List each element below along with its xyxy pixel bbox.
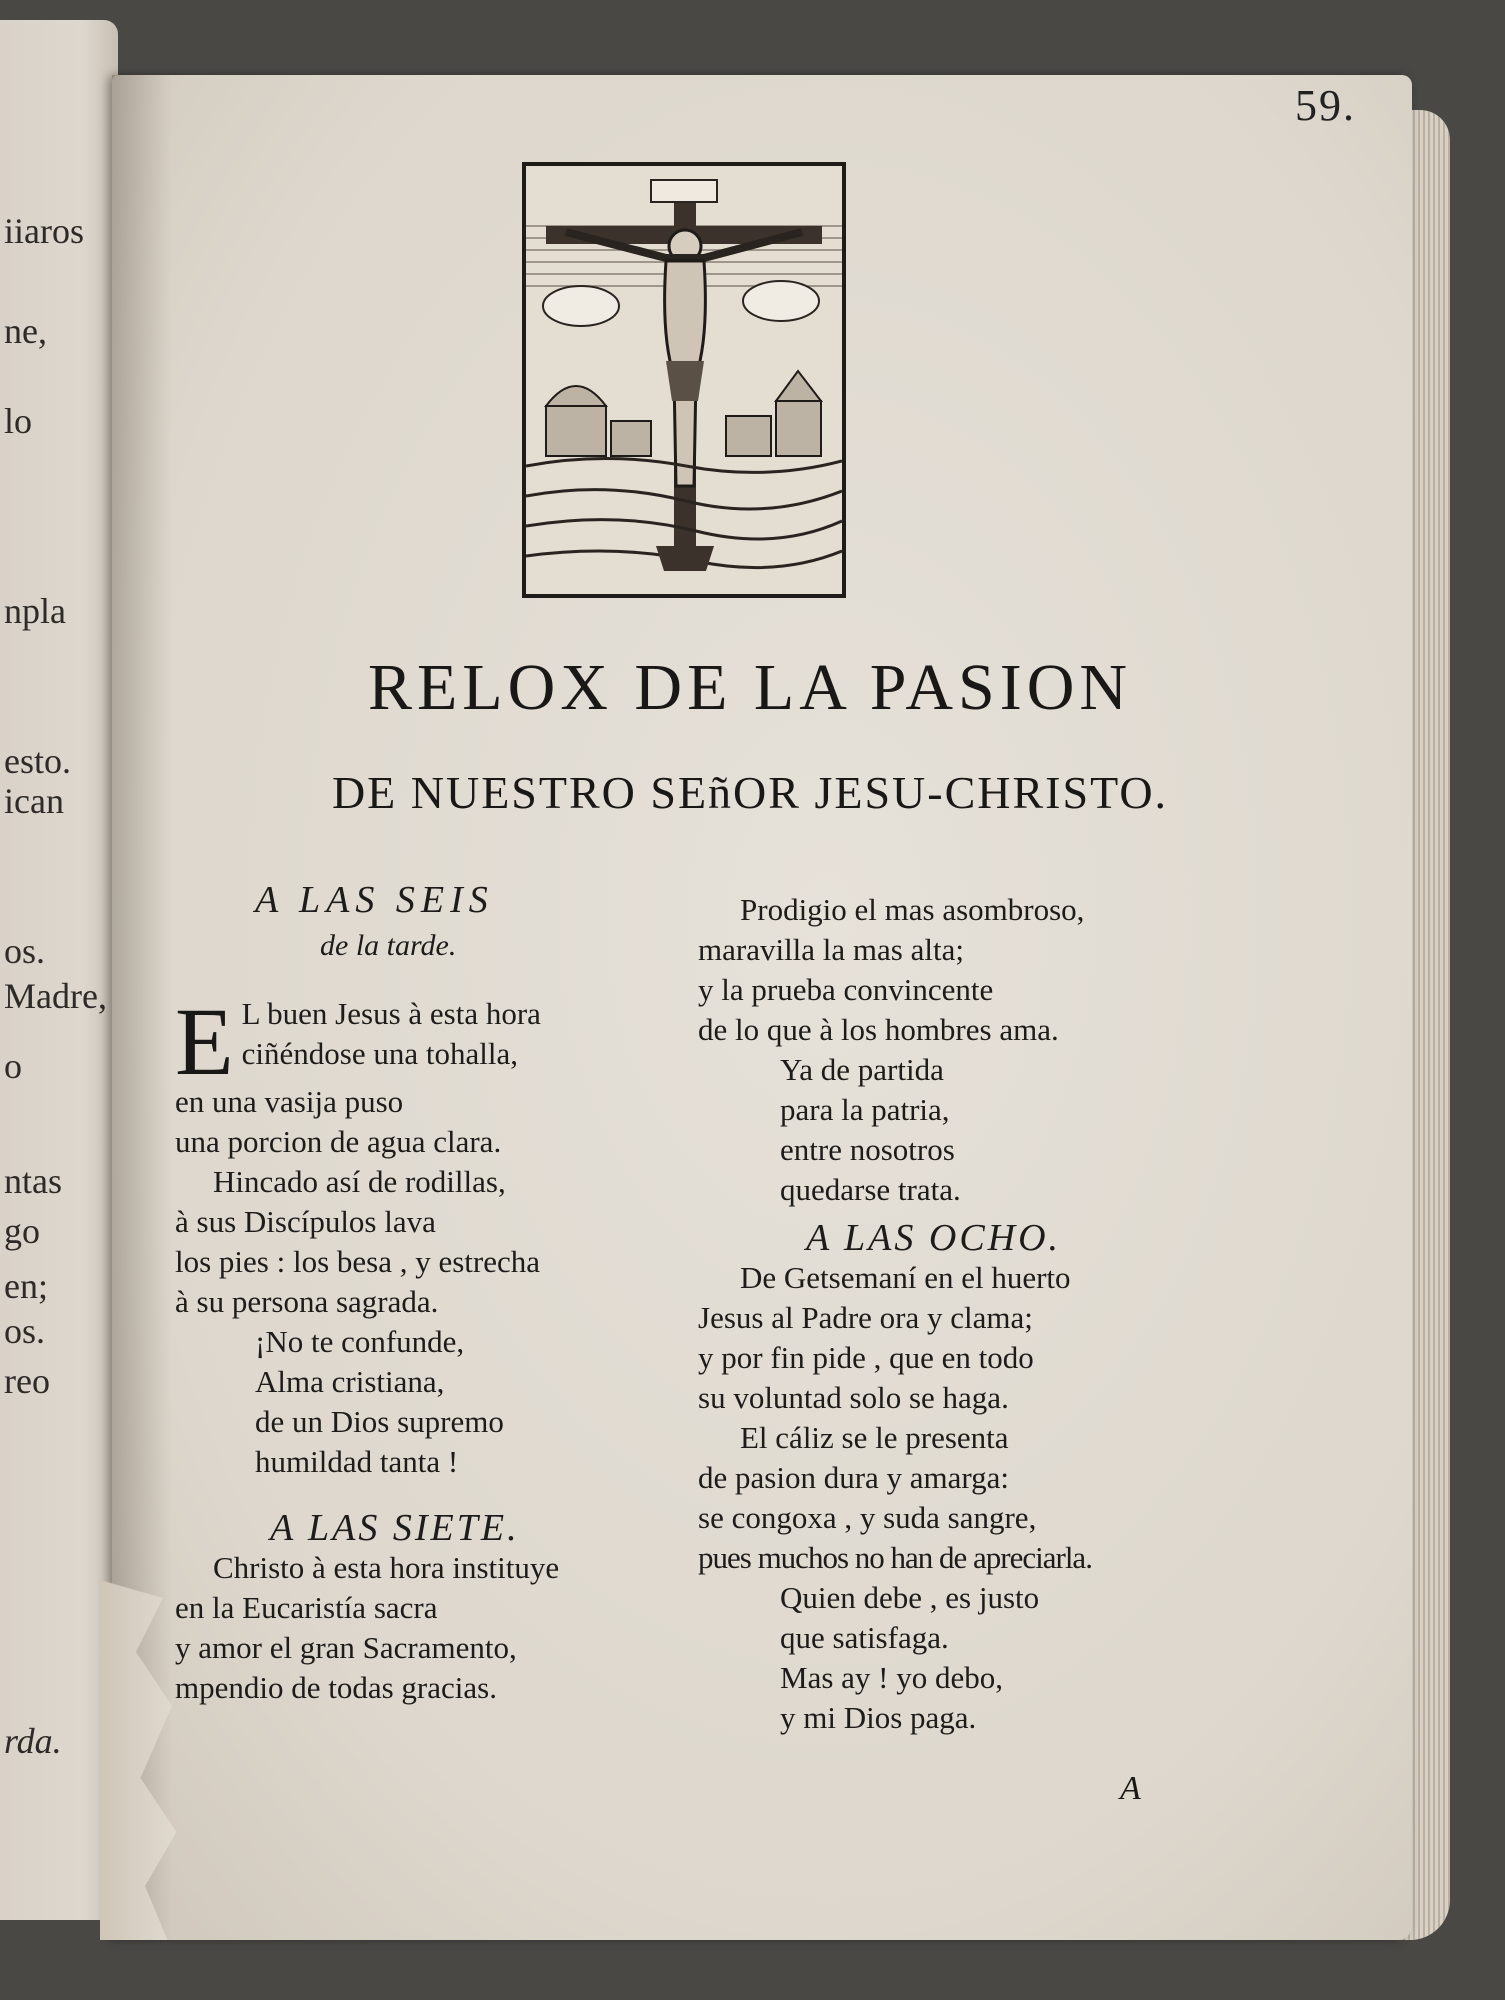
verse-line: Quien debe , es justo (780, 1580, 1040, 1615)
crucifixion-woodcut-icon (522, 162, 846, 598)
verse-line: de lo que à los hombres ama. (698, 1012, 1059, 1047)
previous-page-text-fragment: npla (4, 591, 66, 631)
verse-line: El cáliz se le presenta (740, 1420, 1009, 1455)
refrain (175, 1322, 675, 1482)
verse-line: de un Dios supremo (255, 1404, 504, 1439)
verse-line: ¡No te confunde, (255, 1324, 465, 1359)
right-column (698, 890, 1218, 1738)
previous-page-text-fragment: en; (4, 1266, 48, 1306)
previous-page-text-fragment: os. (4, 931, 46, 971)
previous-page-text-fragment: os. (4, 1311, 46, 1351)
previous-page-text-fragment: ican (4, 781, 64, 821)
previous-page-text-fragment: esto. (4, 741, 71, 781)
left-column (175, 880, 675, 1708)
verse-line: maravilla la mas alta; (698, 932, 964, 967)
verse-line: ciñéndose una tohalla, (241, 1036, 518, 1071)
verse-line: à sus Discípulos lava (175, 1204, 436, 1239)
previous-page-text-fragment: lo (4, 401, 33, 441)
verse-line: y por fin pide , que en todo (698, 1340, 1034, 1375)
previous-page-text-fragment: go (4, 1211, 40, 1251)
refrain (698, 1578, 1218, 1738)
previous-page-text-fragment: ne, (4, 311, 47, 351)
section-subheading: de la tarde. (320, 929, 457, 962)
verse-line: quedarse trata. (780, 1172, 961, 1207)
verse-line: una porcion de agua clara. (175, 1124, 502, 1159)
verse-line: De Getsemaní en el huerto (740, 1260, 1071, 1295)
stanza (698, 890, 1218, 1050)
verse-line: humildad tanta ! (255, 1444, 459, 1479)
page-title: RELOX DE LA PASION (367, 651, 1133, 724)
previous-page-text-fragment: rda. (4, 1721, 62, 1761)
verse-line: su voluntad solo se haga. (698, 1380, 1009, 1415)
section-heading: A LAS SEIS (255, 879, 494, 921)
verse-line: para la patria, (780, 1092, 950, 1127)
folio-number: 59. (1295, 81, 1356, 130)
verse-line: los pies : los besa , y estrecha (175, 1244, 541, 1279)
verse-line: Prodigio el mas asombroso, (740, 892, 1085, 927)
previous-page-text-fragment: ntas (4, 1161, 62, 1201)
refrain (698, 1050, 1218, 1210)
verse-line: mpendio de todas gracias. (175, 1670, 497, 1705)
verse-line: pues muchos no han de apreciarla. (698, 1540, 1092, 1575)
section-heading: A LAS OCHO. (806, 1217, 1062, 1259)
previous-page-text-fragment: o (4, 1046, 22, 1086)
verse-line: Alma cristiana, (255, 1364, 445, 1399)
verse-line: en la Eucaristía sacra (175, 1590, 438, 1625)
verse-line: y mi Dios paga. (780, 1700, 977, 1735)
verse-line: se congoxa , y suda sangre, (698, 1500, 1037, 1535)
verse-line: à su persona sagrada. (175, 1284, 439, 1319)
verse-line: que satisfaga. (780, 1620, 949, 1655)
verse-line: Christo à esta hora instituye (213, 1550, 560, 1585)
stanza (175, 1548, 675, 1708)
verse-line: y la prueba convincente (698, 972, 994, 1007)
verse-line: Jesus al Padre ora y clama; (698, 1300, 1033, 1335)
drop-cap: E (175, 988, 234, 1095)
previous-page-text-fragment: iiaros (4, 211, 84, 251)
verse-line: Ya de partida (780, 1052, 944, 1087)
catchword: A (1120, 1770, 1141, 1807)
previous-page-text-fragment: reo (4, 1361, 50, 1401)
verse-line: de pasion dura y amarga: (698, 1460, 1010, 1495)
previous-page-text-fragment: Madre, (4, 976, 107, 1016)
verse-line: y amor el gran Sacramento, (175, 1630, 517, 1665)
verse-line: en una vasija puso (175, 1084, 404, 1119)
verse-line: Hincado así de rodillas, (213, 1164, 506, 1199)
page-subtitle: DE NUESTRO SEñOR JESU-CHRISTO. (331, 767, 1169, 818)
stanza (175, 988, 675, 1322)
verse-line: Mas ay ! yo debo, (780, 1660, 1003, 1695)
stanza (698, 1258, 1218, 1578)
verse-line: L buen Jesus à esta hora (241, 996, 541, 1031)
verse-line: entre nosotros (780, 1132, 955, 1167)
section-heading: A LAS SIETE. (270, 1507, 520, 1549)
